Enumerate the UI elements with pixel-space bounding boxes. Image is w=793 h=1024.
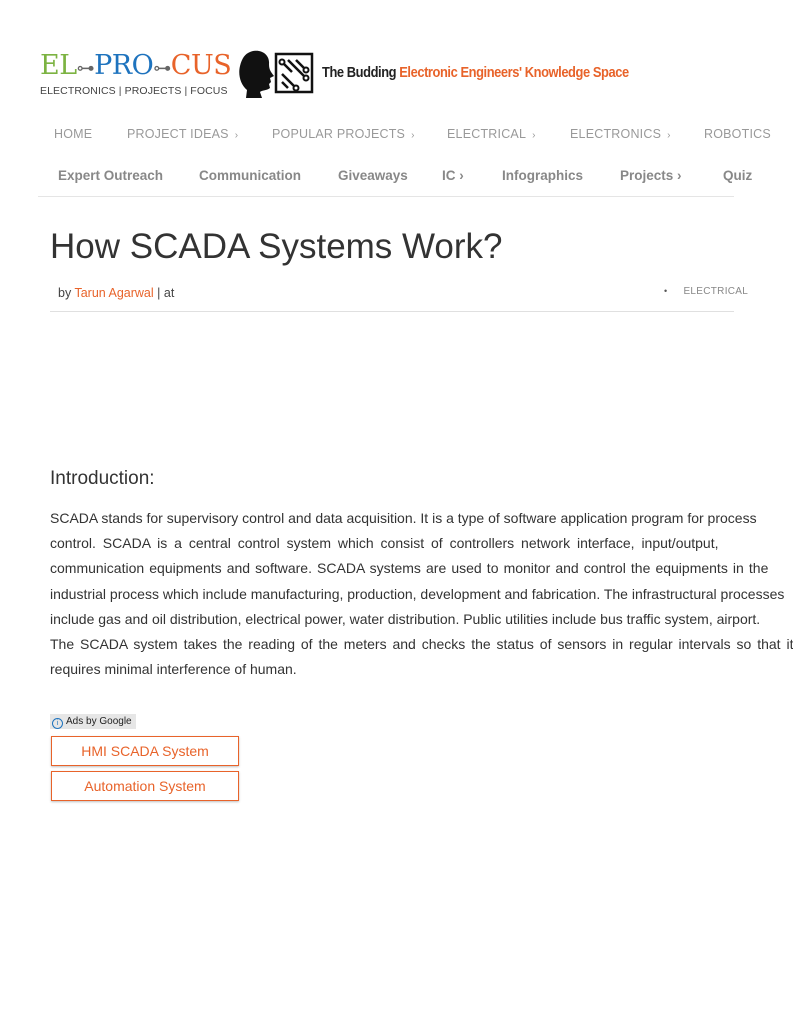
nav-ic[interactable]: IC ›: [442, 168, 464, 183]
site-header: [0, 0, 768, 110]
article-line: control. SCADA is a central control system which consist of controllers network interface, input/output,: [50, 535, 719, 552]
site-logo[interactable]: [40, 52, 230, 96]
logo-connector-icon: ⊶: [76, 58, 95, 79]
nav-label: POPULAR PROJECTS: [272, 127, 406, 141]
article-line: communication equipments and software. SCADA systems are used to monitor and control the equipments in the: [50, 560, 769, 577]
byline-by: by: [58, 286, 75, 300]
category-link[interactable]: ELECTRICAL: [683, 286, 749, 297]
engineer-head-circuit-icon: [236, 48, 316, 98]
chevron-right-icon: ›: [532, 130, 536, 141]
logo-wordmark: [40, 52, 230, 83]
ad-link-hmi-scada-system[interactable]: HMI SCADA System: [51, 736, 239, 766]
nav-label: ELECTRICAL: [447, 127, 527, 141]
nav-electrical[interactable]: [447, 127, 536, 141]
article-line: The SCADA system takes the reading of the meters and checks the status of sensors in regular intervals so that it: [50, 636, 793, 653]
nav-robotics[interactable]: [704, 127, 771, 141]
nav-electronics[interactable]: [570, 127, 671, 141]
article-title: How SCADA Systems Work?: [50, 227, 503, 266]
nav-label: ROBOTICS: [704, 127, 771, 141]
author-link[interactable]: Tarun Agarwal: [74, 286, 154, 300]
secondary-nav: [58, 168, 753, 188]
article-byline: [58, 286, 174, 300]
nav-communication[interactable]: Communication: [199, 168, 302, 183]
info-icon: i: [52, 718, 63, 729]
nav-projects[interactable]: Projects ›: [620, 168, 682, 183]
article-category: [664, 286, 749, 297]
ad-link-automation-system[interactable]: Automation System: [51, 771, 239, 801]
article-line: requires minimal interference of human.: [50, 661, 297, 678]
bullet-icon: •: [664, 286, 668, 296]
logo-connector-icon: ⊶: [153, 58, 171, 79]
nav-quiz[interactable]: Quiz: [723, 168, 753, 183]
article-line: include gas and oil distribution, electrical power, water distribution. Public utilities include bus traffic system, airport.: [50, 610, 761, 627]
site-tagline: [322, 64, 629, 81]
nav-label: HOME: [54, 127, 93, 141]
nav-home[interactable]: [54, 127, 92, 141]
chevron-right-icon: ›: [234, 130, 239, 141]
logo-cus: CUS: [170, 50, 232, 81]
title-divider: [50, 311, 734, 312]
article-body: [50, 506, 793, 686]
primary-nav: [54, 127, 771, 145]
tagline-part1: The Budding: [322, 64, 400, 81]
nav-popular-projects[interactable]: [272, 127, 415, 141]
article-line: SCADA stands for supervisory control and data acquisition. It is a type of software application program for process: [50, 510, 757, 526]
logo-el: EL: [40, 50, 77, 81]
nav-project-ideas[interactable]: [127, 127, 238, 141]
nav-expert-outreach[interactable]: Expert Outreach: [58, 168, 164, 183]
nav-divider: [38, 196, 734, 197]
nav-infographics[interactable]: Infographics: [502, 168, 584, 183]
nav-giveaways[interactable]: Giveaways: [338, 168, 408, 183]
article-line: industrial process which include manufacturing, production, development and fabrication. The infrastructural processes: [50, 585, 785, 602]
chevron-right-icon: ›: [667, 130, 671, 141]
logo-pro: PRO: [94, 50, 154, 81]
ads-by-google-label[interactable]: [50, 714, 136, 729]
section-heading: Introduction:: [50, 468, 155, 489]
nav-label: PROJECT IDEAS: [127, 127, 229, 141]
logo-subtitle: ELECTRONICS | PROJECTS | FOCUS: [40, 85, 228, 97]
chevron-right-icon: ›: [411, 130, 415, 141]
tagline-part2: Electronic Engineers' Knowledge Space: [399, 64, 629, 81]
byline-at: | at: [153, 286, 175, 300]
ads-label-text: Ads by Google: [66, 716, 132, 727]
nav-label: ELECTRONICS: [570, 127, 662, 141]
